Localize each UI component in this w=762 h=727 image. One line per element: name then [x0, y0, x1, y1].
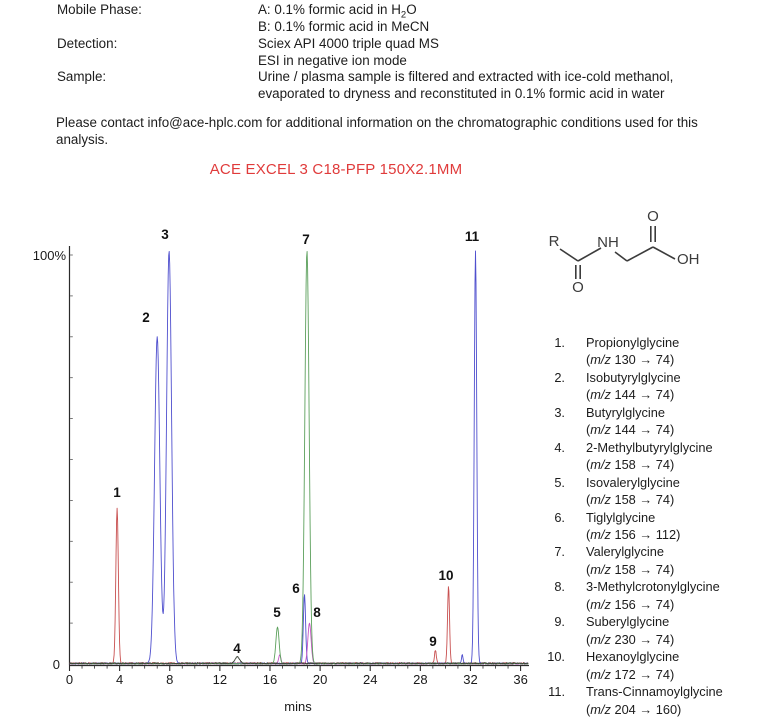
x-tick-label-12: 12	[212, 672, 228, 687]
compound-list	[543, 334, 762, 718]
detection-line1: Sciex API 4000 triple quad MS	[258, 36, 439, 51]
compound-mz-transition: (m/z 156 → 112)	[586, 526, 681, 542]
compound-number: 7.	[554, 544, 565, 560]
x-tick-label-36: 36	[513, 672, 528, 687]
trace-dark	[70, 657, 529, 665]
mobile-phase-a	[258, 2, 417, 21]
bond-c-oh	[653, 247, 675, 259]
x-tick-label-4: 4	[116, 672, 124, 687]
mobile-phase-a-text: A: 0.1% formic acid in H	[258, 2, 401, 17]
structure-o-bottom-label: O	[572, 279, 584, 296]
compound-number: 10.	[547, 649, 565, 665]
compound-item-7	[543, 543, 762, 578]
peak-label-11: 11	[464, 229, 480, 244]
mz-italic-label: m/z	[590, 596, 611, 612]
y-axis-100-label: 100%	[32, 248, 66, 263]
compound-number: 5.	[554, 474, 565, 490]
mobile-phase-a-suffix: O	[406, 2, 417, 17]
compound-name: Isovalerylglycine	[586, 474, 680, 490]
mz-italic-label: m/z	[590, 492, 611, 508]
column-title: ACE EXCEL 3 C18-PFP 150X2.1MM	[209, 161, 463, 178]
detection-label: Detection:	[57, 36, 118, 51]
compound-number: 8.	[554, 579, 565, 595]
compound-name: 2-Methylbutyrylglycine	[586, 439, 713, 455]
compound-mz-transition: (m/z 172 → 74)	[586, 666, 675, 682]
peak-label-2: 2	[142, 310, 150, 325]
compound-name: Trans-Cinnamoylglycine	[586, 684, 723, 700]
detection-line2: ESI in negative ion mode	[258, 53, 407, 68]
x-tick-label-20: 20	[312, 672, 328, 687]
chromatogram	[0, 195, 548, 727]
structure-o-top-label: O	[647, 208, 659, 225]
compound-item-4	[543, 439, 762, 474]
compound-name: Isobutyrylglycine	[586, 369, 681, 385]
mz-italic-label: m/z	[590, 631, 611, 647]
bond-n-ch2	[615, 252, 627, 261]
compound-item-1	[543, 334, 762, 369]
compound-item-8	[543, 578, 762, 613]
x-tick-label-28: 28	[413, 672, 428, 687]
compound-item-5	[543, 474, 762, 509]
mz-italic-label: m/z	[590, 457, 611, 473]
sample-label: Sample:	[57, 69, 107, 84]
compound-mz-transition: (m/z 144 → 74)	[586, 422, 675, 438]
mz-italic-label: m/z	[590, 526, 611, 542]
sample-line1: Urine / plasma sample is filtered and extracted with ice-cold methanol,	[258, 69, 674, 84]
bond-r-c	[560, 249, 578, 261]
structure-nh-label: NH	[597, 234, 619, 251]
mz-italic-label: m/z	[590, 561, 611, 577]
trace-green	[70, 252, 529, 665]
compound-item-6	[543, 509, 762, 544]
compound-name: Propionylglycine	[586, 335, 680, 350]
compound-number: 3.	[554, 404, 565, 420]
compound-mz-transition: (m/z 158 → 74)	[586, 457, 675, 473]
compound-number: 1.	[554, 335, 565, 350]
compound-name: Butyrylglycine	[586, 404, 665, 420]
x-tick-label-8: 8	[166, 672, 174, 687]
structure-r-label: R	[548, 233, 560, 250]
peak-label-9: 9	[429, 634, 437, 649]
compound-name: Suberylglycine	[586, 614, 670, 630]
mz-italic-label: m/z	[590, 422, 611, 438]
compound-mz-transition: (m/z 130 → 74)	[586, 352, 675, 368]
compound-mz-transition: (m/z 230 → 74)	[586, 631, 675, 647]
peak-label-5: 5	[273, 605, 281, 620]
structure-oh-label: OH	[677, 251, 700, 268]
compound-mz-transition: (m/z 156 → 74)	[586, 596, 675, 612]
compound-name: Valerylglycine	[586, 544, 664, 560]
compound-item-9	[543, 613, 762, 648]
x-tick-label-24: 24	[362, 672, 378, 687]
compound-item-11	[543, 683, 762, 718]
sample-line2: evaporated to dryness and reconstituted in 0.1% formic acid in water	[258, 86, 665, 101]
compound-number: 4.	[554, 439, 565, 455]
compound-mz-transition: (m/z 204 → 160)	[586, 701, 682, 717]
h2o-subscript: 2	[400, 9, 407, 21]
compound-number: 2.	[554, 369, 565, 385]
mz-italic-label: m/z	[590, 701, 611, 717]
peak-label-6: 6	[292, 581, 300, 596]
x-tick-label-16: 16	[262, 672, 278, 687]
contact-note: Please contact info@ace-hplc.com for additional information on the chromatographic conditions used for this analysis.	[56, 115, 698, 148]
mz-italic-label: m/z	[590, 387, 611, 403]
compound-mz-transition: (m/z 144 → 74)	[586, 387, 675, 403]
x-axis-title: mins	[284, 699, 312, 714]
compound-item-10	[543, 648, 762, 683]
peak-label-7: 7	[302, 232, 310, 247]
mz-italic-label: m/z	[590, 666, 611, 682]
compound-number: 11.	[548, 684, 565, 700]
trace-blue	[70, 251, 529, 664]
compound-name: Hexanoylglycine	[586, 649, 680, 665]
peak-label-1: 1	[113, 485, 121, 500]
peak-label-4: 4	[233, 641, 241, 656]
acylglycine-structure	[520, 196, 762, 324]
compound-mz-transition: (m/z 158 → 74)	[586, 492, 675, 508]
compound-number: 6.	[554, 509, 565, 525]
compound-item-2	[543, 369, 762, 404]
peak-label-10: 10	[438, 568, 454, 583]
compound-number: 9.	[554, 614, 565, 630]
x-tick-label-0: 0	[65, 672, 74, 687]
peak-label-3: 3	[161, 227, 169, 242]
compound-name: 3-Methylcrotonylglycine	[586, 579, 720, 595]
mobile-phase-b: B: 0.1% formic acid in MeCN	[258, 19, 430, 34]
mz-italic-label: m/z	[590, 352, 611, 368]
compound-name: Tiglylglycine	[586, 509, 656, 525]
compound-mz-transition: (m/z 158 → 74)	[586, 561, 675, 577]
bond-ch2-cooh	[627, 247, 653, 261]
x-tick-label-32: 32	[463, 672, 478, 687]
y-axis-0-label: 0	[52, 657, 60, 672]
mobile-phase-label: Mobile Phase:	[57, 2, 142, 17]
trace-magenta	[70, 623, 529, 664]
peak-label-8: 8	[313, 605, 321, 620]
compound-item-3	[543, 404, 762, 439]
